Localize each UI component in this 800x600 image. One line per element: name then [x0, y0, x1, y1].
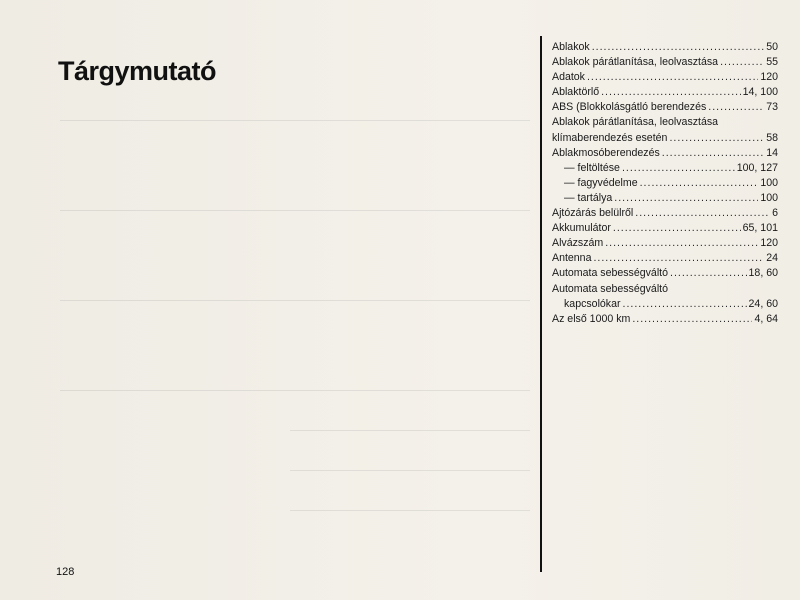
dot-leader — [670, 266, 747, 281]
index-term: Automata sebességváltó — [552, 282, 669, 295]
index-entry — [552, 221, 778, 236]
index-page-refs: 100 — [760, 176, 778, 189]
index-page-refs: 58 — [766, 131, 778, 144]
dot-leader — [593, 251, 764, 266]
index-entry — [552, 115, 778, 130]
index-entry — [552, 100, 778, 115]
dot-leader — [622, 161, 735, 176]
index-entry — [552, 131, 778, 146]
index-page-refs: 100 — [760, 191, 778, 204]
index-entry — [552, 312, 778, 327]
index-entry — [552, 206, 778, 221]
index-entry — [552, 191, 778, 206]
index-page-refs: 55 — [766, 56, 778, 69]
index-entry — [552, 297, 778, 312]
dot-leader — [640, 176, 759, 191]
dot-leader — [623, 297, 747, 312]
index-entry — [552, 176, 778, 191]
dot-leader — [601, 85, 741, 100]
dot-leader — [632, 312, 752, 327]
index-term: Az első 1000 km — [552, 312, 631, 325]
index-entry — [552, 266, 778, 281]
index-page-refs: 18, 60 — [748, 267, 778, 280]
index-term: — tartálya — [564, 191, 613, 204]
index-entry — [552, 236, 778, 251]
bleed-through-rule — [290, 470, 530, 471]
index-entry — [552, 282, 778, 297]
index-entry — [552, 85, 778, 100]
page-number: 128 — [56, 566, 75, 578]
index-term: Ablakok párátlanítása, leolvasztása — [552, 116, 719, 129]
bleed-through-rule — [60, 120, 530, 121]
dot-leader — [605, 236, 758, 251]
index-page-refs: 100, 127 — [736, 161, 778, 174]
index-term: Akkumulátor — [552, 222, 611, 235]
index-page-refs: 6 — [772, 207, 778, 220]
index-term: Alvázszám — [552, 237, 604, 250]
index-page-refs: 65, 101 — [742, 222, 778, 235]
index-term: Ablakmosóberendezés — [552, 146, 660, 159]
index-term: Ajtózárás belülről — [552, 207, 634, 220]
index-term: — feltöltése — [564, 161, 620, 174]
page-title: Tárgymutató — [58, 56, 217, 87]
index-page-refs: 50 — [766, 41, 778, 53]
index-entry — [552, 251, 778, 266]
index-term: — fagyvédelme — [564, 176, 638, 189]
index-page-refs: 14, 100 — [742, 86, 778, 99]
dot-leader — [662, 146, 764, 161]
index-page-refs: 24, 60 — [748, 297, 778, 310]
index-term: Adatok — [552, 71, 585, 84]
dot-leader — [720, 55, 764, 70]
index-list — [552, 40, 778, 327]
index-page-refs: 120 — [760, 71, 778, 84]
index-term: ABS (Blokkolásgátló berendezés — [552, 101, 707, 114]
index-entry — [552, 55, 778, 70]
index-page-refs: 4, 64 — [754, 312, 778, 325]
dot-leader — [614, 191, 758, 206]
index-term: Ablaktörlő — [552, 86, 600, 99]
bleed-through-rule — [290, 430, 530, 431]
index-term: Antenna — [552, 252, 592, 265]
dot-leader — [669, 131, 764, 146]
index-term: Automata sebességváltó — [552, 267, 669, 280]
dot-leader — [708, 100, 764, 115]
bleed-through-rule — [60, 300, 530, 301]
bleed-through-rule — [60, 210, 530, 211]
index-entry — [552, 70, 778, 85]
dot-leader — [613, 221, 741, 236]
index-term: kapcsolókar — [564, 297, 621, 310]
dot-leader — [592, 40, 765, 55]
index-term: klímaberendezés esetén — [552, 131, 668, 144]
index-page-refs: 120 — [760, 237, 778, 250]
bleed-through-rule — [290, 510, 530, 511]
bleed-through-rule — [60, 390, 530, 391]
dot-leader — [635, 206, 770, 221]
index-term: Ablakok — [552, 41, 590, 53]
index-entry — [552, 40, 778, 55]
column-divider — [540, 36, 542, 572]
index-entry — [552, 161, 778, 176]
index-page-refs: 73 — [766, 101, 778, 114]
index-page-refs: 24 — [766, 252, 778, 265]
index-term: Ablakok párátlanítása, leolvasztása — [552, 56, 719, 69]
dot-leader — [587, 70, 758, 85]
index-page-refs: 14 — [766, 146, 778, 159]
index-entry — [552, 146, 778, 161]
